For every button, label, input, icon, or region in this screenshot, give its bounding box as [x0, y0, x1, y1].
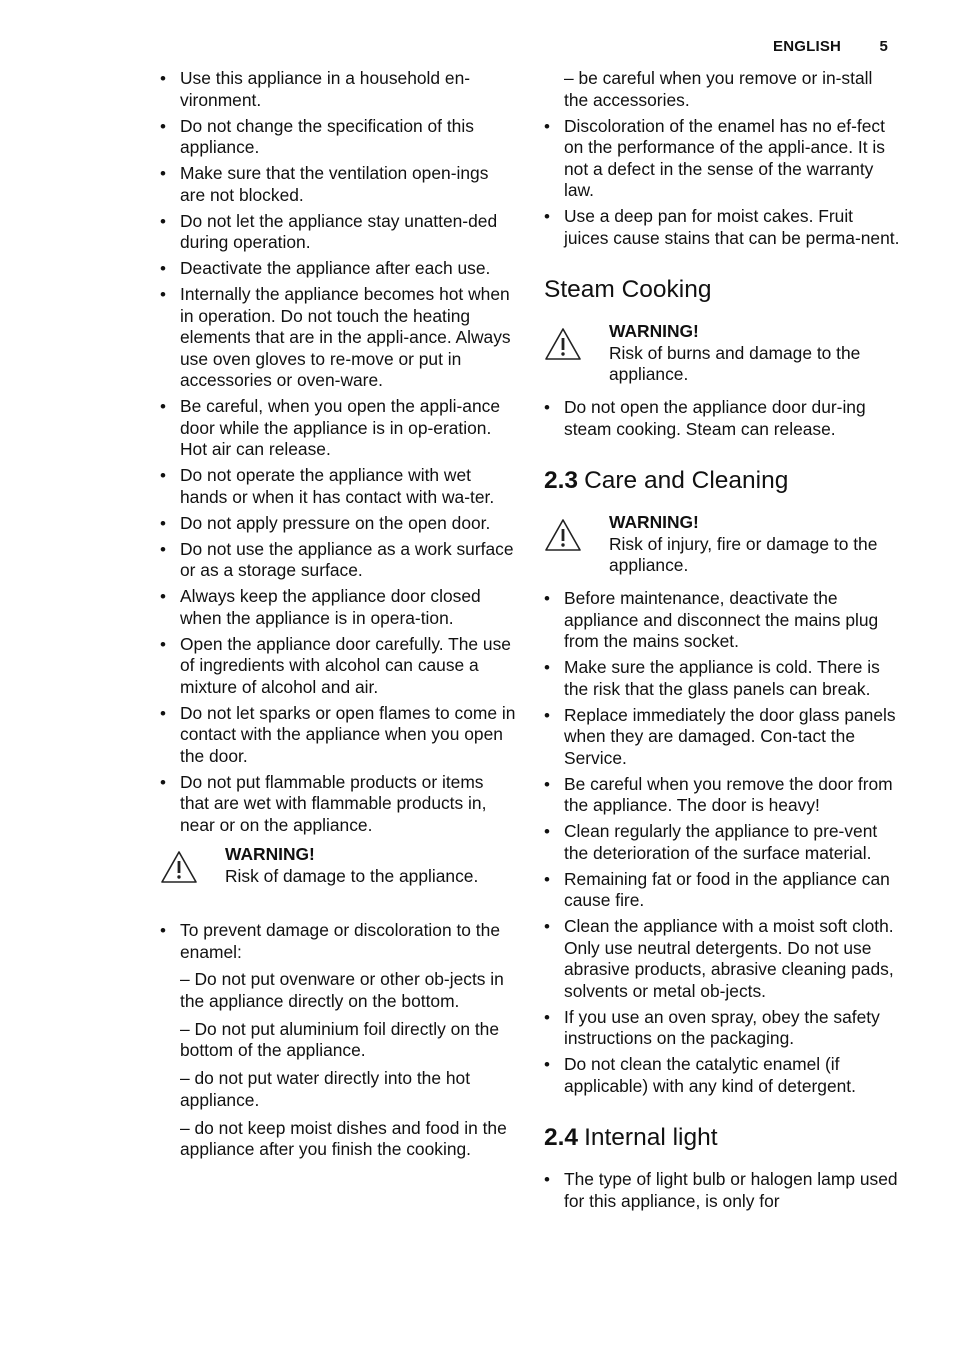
list-item: • Replace immediately the door glass panels when they are damaged. Con-tact the Service.	[544, 705, 900, 770]
page-number: 5	[879, 38, 888, 55]
list-item: • Remaining fat or food in the appliance can cause fire.	[544, 869, 900, 912]
dash-item: – be careful when you remove or in-stall the accessories.	[564, 68, 873, 110]
list-item: • Do not apply pressure on the open door.	[160, 513, 516, 535]
warning-text: Risk of burns and damage to the appliance.	[609, 342, 861, 384]
section-title-internal-light	[544, 1123, 900, 1153]
dash-item: – do not put water directly into the hot appliance.	[180, 1068, 471, 1110]
section-title-care-and-cleaning	[544, 466, 900, 496]
section-number: 2.4	[544, 1124, 579, 1151]
warning-icon	[544, 518, 582, 552]
safety-list	[160, 68, 516, 836]
warning-box	[544, 321, 900, 384]
section-title-text: Steam Cooking	[544, 276, 712, 303]
warning-title: WARNING!	[609, 321, 699, 341]
warning-icon	[160, 850, 198, 884]
list-item: • Do not let the appliance stay unatten-ded during operation.	[160, 211, 516, 254]
warning-box	[544, 512, 900, 575]
right-column	[544, 68, 900, 1217]
section-title-steam-cooking	[544, 275, 900, 305]
language-label: ENGLISH	[773, 38, 842, 55]
section-title-text: Internal light	[584, 1124, 718, 1151]
dash-item: – do not keep moist dishes and food in the appliance after you finish the cooking.	[180, 1117, 507, 1159]
page-header	[773, 38, 888, 55]
list-item: • Deactivate the appliance after each use.	[160, 258, 516, 280]
list-item: • Do not change the specification of this appliance.	[160, 116, 516, 159]
list-item: • Clean regularly the appliance to pre-vent the deterioration of the surface material.	[544, 821, 900, 864]
list-item: • Make sure that the ventilation open-ings are not blocked.	[160, 163, 516, 206]
list-item: • To prevent damage or discoloration to the enamel:	[160, 920, 516, 963]
care-list	[544, 588, 900, 1097]
enamel-notes-list	[544, 116, 900, 250]
list-item: • Do not clean the catalytic enamel (if applicable) with any kind of detergent.	[544, 1054, 900, 1097]
list-item: • Open the appliance door carefully. The use of ingredients with alcohol can cause a mixture of alcohol and air.	[160, 634, 516, 699]
dash-item: – Do not put ovenware or other ob-jects in the appliance directly on the bottom.	[180, 969, 504, 1011]
warning-title: WARNING!	[225, 844, 315, 864]
section-title-text: Care and Cleaning	[584, 467, 789, 494]
list-item: • Internally the appliance becomes hot when in operation. Do not touch the heating elements that are in the appli-ance. Always use oven gloves to re-move or put in accessories or oven-ware.	[160, 284, 516, 392]
list-item: • Always keep the appliance door closed when the appliance is in opera-tion.	[160, 586, 516, 629]
enamel-list	[160, 920, 516, 963]
list-item: • Do not put flammable products or items that are wet with flammable products in, near or on the appliance.	[160, 772, 516, 837]
dash-item: – Do not put aluminium foil directly on the bottom of the appliance.	[180, 1018, 499, 1060]
list-item: • Do not let sparks or open flames to come in contact with the appliance when you open the door.	[160, 703, 516, 768]
section-number: 2.3	[544, 467, 579, 494]
list-item: • Do not use the appliance as a work surface or as a storage surface.	[160, 539, 516, 582]
list-item: • Be careful when you remove the door from the appliance. The door is heavy!	[544, 774, 900, 817]
steam-list	[544, 397, 900, 440]
list-item: • Do not operate the appliance with wet hands or when it has contact with wa-ter.	[160, 465, 516, 508]
list-item: • The type of light bulb or halogen lamp used for this appliance, is only for	[544, 1169, 900, 1212]
list-item: • If you use an oven spray, obey the safety instructions on the packaging.	[544, 1007, 900, 1050]
warning-title: WARNING!	[609, 512, 699, 532]
list-item: • Do not open the appliance door dur-ing steam cooking. Steam can release.	[544, 397, 900, 440]
list-item: • Make sure the appliance is cold. There is the risk that the glass panels can break.	[544, 657, 900, 700]
list-item: • Use this appliance in a household en-vironment.	[160, 68, 516, 111]
list-item: • Be careful, when you open the appli-ance door while the appliance is in op-eration. Hot air can release.	[160, 396, 516, 461]
light-list	[544, 1169, 900, 1212]
warning-text: Risk of damage to the appliance.	[225, 865, 479, 886]
list-item: • Clean the appliance with a moist soft cloth. Only use neutral detergents. Do not use abrasive products, abrasive cleaning pads, solvents or metal ob-jects.	[544, 916, 900, 1002]
warning-text: Risk of injury, fire or damage to the appliance.	[609, 533, 878, 575]
warning-icon	[544, 327, 582, 361]
list-item: • Before maintenance, deactivate the appliance and disconnect the mains plug from the mains socket.	[544, 588, 900, 653]
left-column	[160, 68, 516, 1167]
list-item: • Use a deep pan for moist cakes. Fruit juices cause stains that can be perma-nent.	[544, 206, 900, 249]
warning-box	[160, 844, 516, 892]
list-item: • Discoloration of the enamel has no ef-fect on the performance of the appli-ance. It is not a defect in the sense of the warranty law.	[544, 116, 900, 202]
